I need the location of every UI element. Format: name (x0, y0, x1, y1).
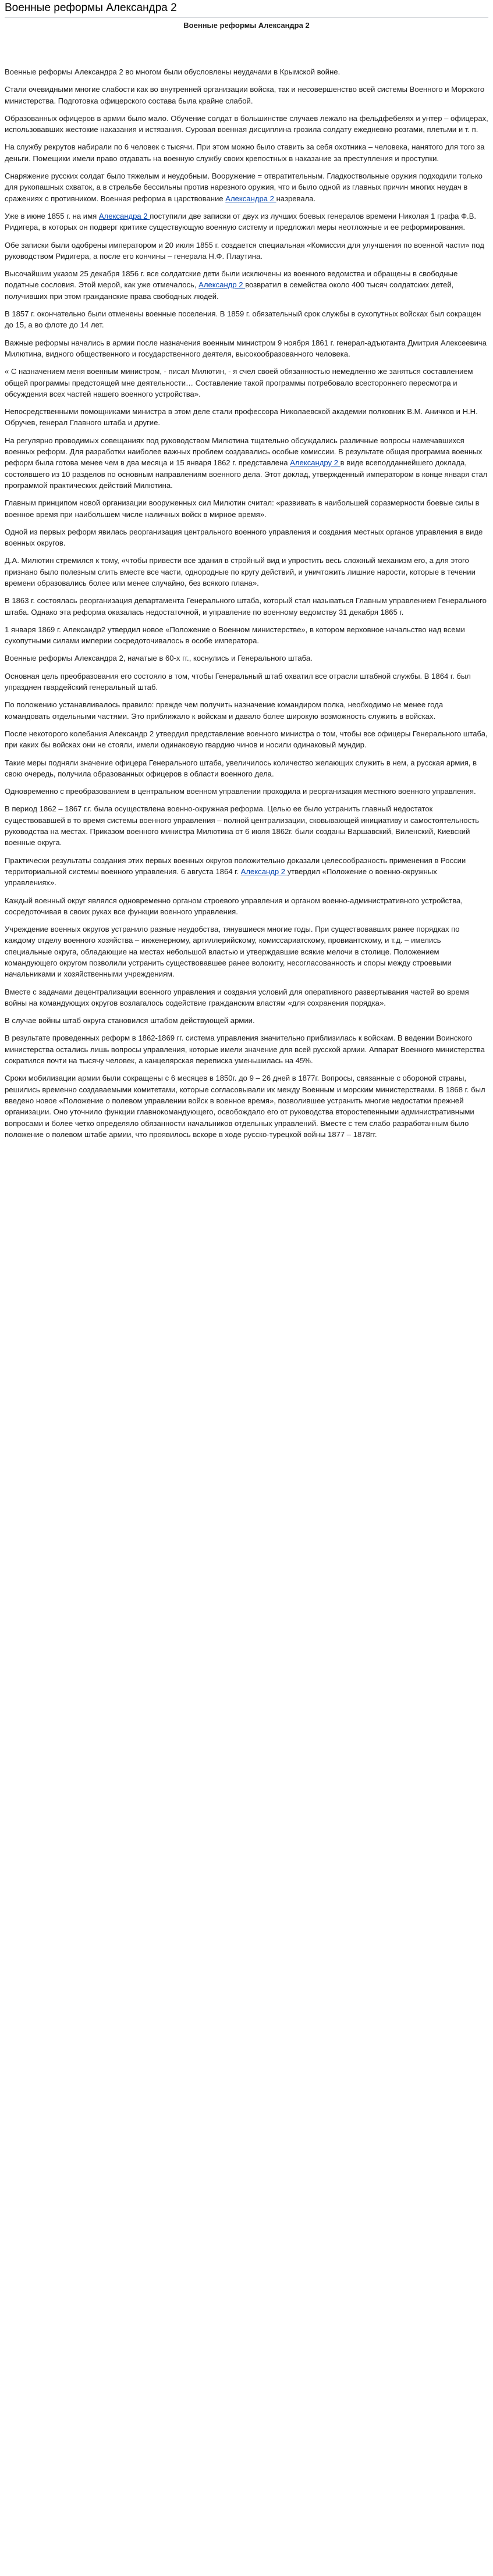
paragraph (5, 803, 488, 848)
paragraph-text: В период 1862 – 1867 г.г. была осуществлена военно-окружная реформа. Целью ее было устранить главный недостаток существовавшей в то время системы военного управления – полной централизации, сковывающей инициативу и самостоятельность руководства на местах. Приказом военного министра Милютина от 6 июля 1862г. были созданы Варшавский, Виленский, Киевский военные округа. (5, 804, 479, 847)
paragraph (5, 924, 488, 979)
alexander-link[interactable]: Александру 2 (290, 458, 341, 468)
paragraph-text: Д.А. Милютин стремился к тому, «чтобы привести все здания в стройный вид и упростить весь сложный механизм его, а для этого признано было полезным слить вместе все части, однородные по кругу действий, и уничтожить лишние нарости, которые в течении времени образовались более или менее случайно, без всякого плана». (5, 556, 476, 587)
paragraph (5, 66, 488, 77)
paragraph (5, 653, 488, 664)
paragraph (5, 366, 488, 400)
paragraph-text: утвердил «Положение о военно-окружных управлениях». (5, 867, 437, 888)
alexander-link[interactable]: Александр 2 (240, 867, 288, 876)
paragraph-text: Высочайшим указом 25 декабря 1856 г. все солдатские дети были исключены из военного ведомства и обращены в свободные податные сословия. Этой мерой, как уже отмечалось, (5, 269, 458, 290)
paragraph (5, 141, 488, 164)
paragraph (5, 268, 488, 302)
paragraph (5, 211, 488, 233)
paragraph-text: 1 января 1869 г. Александр2 утвердил новое «Положение о Военном министерстве», в котором верховное начальство над всеми сухопутными силами империи сосредоточивалось в особе императора. (5, 625, 465, 646)
paragraph (5, 1032, 488, 1066)
paragraph (5, 337, 488, 360)
paragraph-text: Главным принципом новой организации вооруженных сил Милютин считал: «развивать в наибольшей соразмерности боевые силы в военное время при наибольшем числе наличных войск в мирное время». (5, 498, 480, 519)
paragraph-text: Снаряжение русских солдат было тяжелым и неудобным. Вооружение = отвратительным. Гладкоствольные оружия подходили только для рукопашных схваток, а в стрельбе бессильны против нарезного оружия, что и было одной из главных причин многих неудач в сражениях с противником. Военная реформа в царствование (5, 172, 483, 203)
page (0, 1, 493, 1140)
paragraph (5, 526, 488, 549)
paragraph-text: Важные реформы начались в армии после назначения военным министром 9 ноября 1861 г. генерал-адъютанта Дмитрия Алексеевича Милютина, видного общественного и государственного деятеля, высокообразованного человека. (5, 338, 487, 358)
alexander-link[interactable]: Александр 2 (198, 280, 246, 290)
paragraph (5, 435, 488, 491)
paragraph-text: поступили две записки от двух из лучших боевых генералов времени Николая 1 графа Ф.В. Ридигера, в которых он подверг критике существующую военную систему и предложил меры неотложные и ее реформирования. (5, 211, 477, 232)
paragraph (5, 497, 488, 520)
paragraph (5, 728, 488, 751)
article-subtitle: Военные реформы Александра 2 (183, 21, 310, 30)
paragraph-text: Образованных офицеров в армии было мало. Обучение солдат в большинстве случаев лежало на фельдфебелях и унтер – офицерах, использовавших жестокие наказания и истязания. Суровая военная дисциплина грозила солдату ежедневно розгами, плетьми и т. п. (5, 113, 488, 134)
paragraph (5, 170, 488, 204)
paragraph-text: В результате проведенных реформ в 1862-1869 гг. система управления значительно приблизилась к войскам. В ведении Воинского министерства остались лишь вопросы управления, которые имели значение для всей русской армии. Аппарат Военного министерства сократился почти на тысячу человек, а канцелярская переписка уменьшилась на 45%. (5, 1034, 485, 1066)
paragraph-text: назревала. (276, 194, 316, 203)
paragraph-text: По положению устанавливалось правило: прежде чем получить назначение командиром полка, необходимо не менее года командовать отдельными частями. Это приближало к войскам и давало более широкую возможность служить в войсках. (5, 700, 444, 721)
article-body (5, 66, 488, 1140)
paragraph (5, 406, 488, 429)
paragraph-text: Стали очевидными многие слабости как во внутренней организации войска, так и несовершенство всей системы Военного и Морского министерства. Подготовка офицерского состава была крайне слабой. (5, 85, 485, 105)
paragraph-text: возвратил в семейства около 400 тысяч солдатских детей, получивших при этом гражданские права свободных людей. (5, 280, 454, 301)
paragraph-text: Основная цель преобразования его состояло в том, чтобы Генеральный штаб охватил все отрасли штабной службы. В 1864 г. был упразднен гвардейский генеральный штаб. (5, 671, 471, 692)
paragraph (5, 671, 488, 693)
paragraph-text: Непосредственными помощниками министра в этом деле стали профессора Николаевской академии полковник В.М. Аничков и Н.Н. Обручев, генерал Главного штаба и другие. (5, 407, 478, 427)
paragraph (5, 699, 488, 722)
paragraph-text: « С назначением меня военным министром, - писал Милютин, - я счел своей обязанностью немедленно же заняться составлением общей программы предстоящей мне деятельности… Составление такой программы потребовало всестороннего пересмотра и обсуждения всех частей нашего военного устройства». (5, 367, 473, 398)
paragraph-text: в виде всеподданнейшего доклада, состоявшего из 10 разделов по основным направлениям военного дела. Этот доклад, утвержденный императором в конце января стал программой практических действий Милютина. (5, 458, 488, 490)
paragraph-text: В 1863 г. состоялась реорганизация департамента Генерального штаба, который стал называться Главным управлением Генерального штаба. Однако эта реформа оказалась недостаточной, и управление по военному ведомству 31 декабря 1865 г. (5, 596, 487, 617)
paragraph-text: Уже в июне 1855 г. на имя (5, 211, 99, 220)
paragraph (5, 1073, 488, 1140)
paragraph (5, 986, 488, 1009)
paragraph-text: Одновременно с преобразованием в центральном военном управлении проходила и реорганизация местного военного управления. (5, 787, 476, 796)
alexander-link[interactable]: Александра 2 (225, 194, 276, 203)
paragraph-text: На регулярно проводимых совещаниях под руководством Милютина тщательно обсуждались различные вопросы намечавшихся военных реформ. Для разработки наиболее важных проблем создавались особые комиссии. В результате общая программа военных реформ была готова менее чем в два месяца и 15 января 1862 г. представлена (5, 436, 483, 468)
paragraph (5, 786, 488, 797)
paragraph-text: Обе записки были одобрены императором и 20 июля 1855 г. создается специальная «Комиссия для улучшения по военной части» под руководством Ридигера, а после его кончины – генерала Н.Ф. Плаутина. (5, 240, 484, 261)
paragraph (5, 595, 488, 618)
paragraph-text: Учреждение военных округов устранило разные неудобства, тянувшиеся многие годы. При существовавших ранее порядках по каждому отделу военного хозяйства – инженерному, артиллерийскому, комиссариатскому, провиантскому, и т.д. – имелись специальные округа, обладающие на местах небольшой властью и утверждавшие всякие мелочи в столице. Положением командующего округом позволили устранить существовавшее ранее волокиту, несогласованность и споры между строевыми начальниками и хозяйственными учреждениям. (5, 925, 460, 979)
paragraph-text: Военные реформы Александра 2, начатые в 60-х гг., коснулись и Генерального штаба. (5, 654, 313, 663)
paragraph (5, 555, 488, 589)
paragraph-text: В 1857 г. окончательно были отменены военные поселения. В 1859 г. обязательный срок службы в сухопутных войсках был сокращен до 15, а во флоте до 14 лет. (5, 309, 481, 330)
paragraph-text: Каждый военный округ являлся одновременно органом строевого управления и органом военно-административного устройства, сосредоточивая в своих руках все функции военного управления. (5, 896, 463, 916)
paragraph (5, 308, 488, 331)
page-title: Военные реформы Александра 2 (5, 1, 488, 17)
paragraph (5, 113, 488, 136)
paragraph (5, 757, 488, 780)
paragraph (5, 84, 488, 106)
paragraph (5, 855, 488, 889)
alexander-link[interactable]: Александра 2 (98, 211, 150, 220)
paragraph-text: Одной из первых реформ явилась реорганизация центрального военного управления и создания местных органов управления в виде военных округов. (5, 527, 483, 548)
paragraph (5, 1015, 488, 1026)
paragraph (5, 895, 488, 918)
paragraph (5, 624, 488, 647)
paragraph-text: Вместе с задачами децентрализации военного управления и создания условий для оперативного развертывания частей во время войны на командующих округов возлагалось содействие гражданским властям «для сохранения порядка». (5, 987, 469, 1007)
paragraph-text: В случае войны штаб округа становился штабом действующей армии. (5, 1016, 255, 1025)
paragraph-text: На службу рекрутов набирали по 6 человек с тысячи. При этом можно было ставить за себя охотника – человека, нанятого для того за деньги. Помещики имели право отдавать на военную службу своих крепостных в наказание за преступления и проступки. (5, 142, 485, 163)
paragraph-text: Такие меры подняли значение офицера Генерального штаба, увеличилось количество желающих служить в нем, а русская армия, в свою очередь, получила образованных офицеров в области военного дела. (5, 758, 477, 778)
paragraph (5, 240, 488, 262)
paragraph-text: Сроки мобилизации армии были сокращены с 6 месяцев в 1850г. до 9 – 26 дней в 1877г. Вопросы, связанные с обороной страны, решились временно создаваемыми комитетами, которые согласовывали их между Военным и морским министерствами. В 1868 г. был введено новое «Положение о полевом управлении войск в военное время», позволившее устранить многие недостатки прежней организации. Оно уточнило функции главнокомандующего, освобождало его от руководства второстепенными административными вопросами и более четко определяло обязанности начальников отдельных управлений. Вместе с тем слабо разработанным было положение о полевом штабе армии, что проявилось вскоре в ходе русско-турецкой войны 1877 – 1878гг. (5, 1074, 485, 1139)
paragraph-text: После некоторого колебания Александр 2 утвердил представление военного министра о том, чтобы все офицеры Генерального штаба, при каких бы войсках они не стояли, имели одинаковую гвардию чинов и носили одинаковый мундир. (5, 729, 488, 750)
paragraph-text: Практически результаты создания этих первых военных округов положительно доказали целесообразность применения в России территориальной системы военного управления. 6 августа 1864 г. (5, 856, 466, 876)
paragraph-text: Военные реформы Александра 2 во многом были обусловлены неудачами в Крымской войне. (5, 67, 341, 76)
